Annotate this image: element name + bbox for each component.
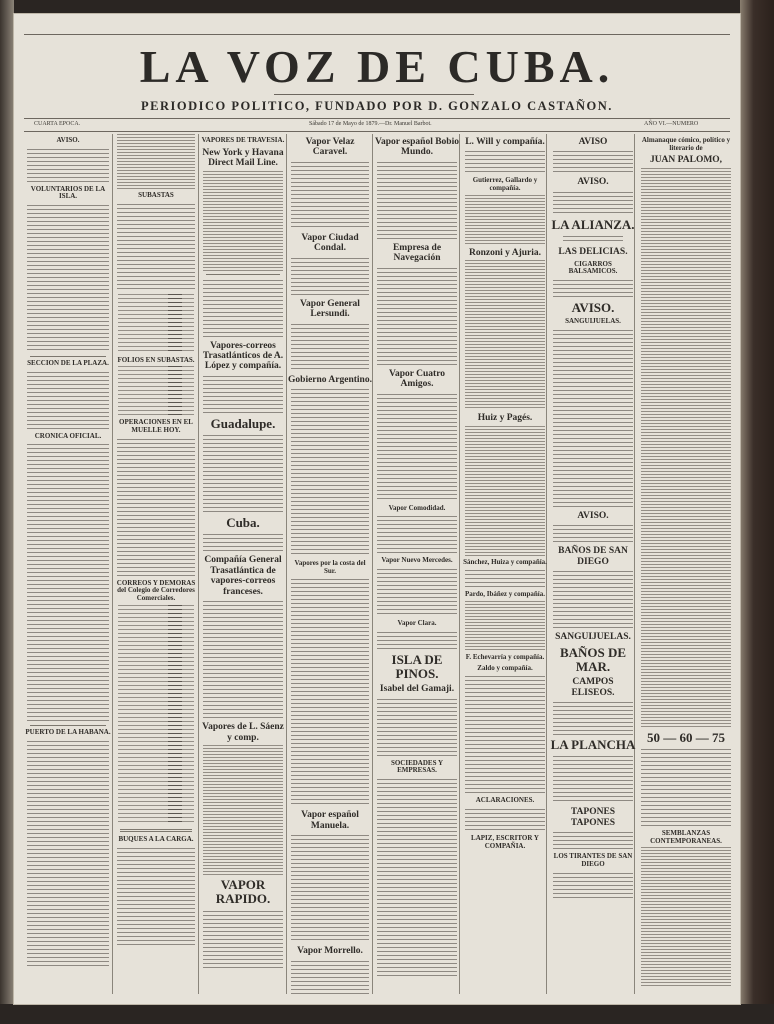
article-text: [465, 426, 545, 556]
column-heading: Ronzoni y Ajuria.: [468, 247, 542, 258]
masthead-divider: [274, 94, 474, 95]
column-heading: ISLA DE PINOS.: [391, 651, 443, 681]
book-binding-left: [0, 0, 14, 1024]
column-heading: CAMPOS ELISEOS.: [571, 677, 615, 698]
column-heading: CRONICA OFICIAL.: [34, 431, 102, 440]
article-text: [117, 437, 195, 577]
article-text: [377, 266, 457, 366]
column-4: [288, 134, 372, 994]
column-heading: Vapor español Manuela.: [301, 810, 359, 831]
column-heading: Vapores de L. Sáenz y comp.: [202, 722, 284, 743]
article-text: [203, 659, 283, 719]
masthead-top-rule: [24, 34, 730, 35]
column-heading: Pardo, Ibáñez y compañía.: [465, 590, 545, 599]
column-heading: L. Will y compañía.: [465, 137, 545, 147]
column-heading: LA PLANCHA: [550, 737, 636, 753]
article-text: [465, 674, 545, 794]
column-heading: SEMBLANZAS CONTEMPORANEAS.: [650, 829, 722, 845]
article-text: [203, 171, 283, 271]
article-text: [465, 807, 545, 832]
column-heading: LAS DELICIAS.: [558, 247, 628, 258]
section-rule: [30, 356, 106, 357]
column-heading: CIGARROS BALSAMICOS.: [568, 259, 618, 276]
column-heading: LOS TIRANTES DE SAN DIEGO: [553, 852, 633, 869]
article-text: [377, 567, 457, 617]
article-text: [117, 134, 195, 189]
column-heading: Vapor Cuatro Amigos.: [388, 368, 446, 390]
article-text: [27, 739, 109, 969]
column-heading: AVISO.: [577, 177, 609, 188]
column-heading: Vapor español Bobio Mundo.: [375, 137, 459, 158]
article-text: [117, 202, 195, 292]
column-heading: Vapor General Lersundi.: [300, 298, 360, 320]
article-text: [465, 601, 545, 651]
column-heading: Vapor Morrello.: [297, 946, 363, 957]
column-heading: AVISO: [578, 137, 608, 147]
column-heading: VAPORES DE TRAVESIA.: [201, 136, 285, 144]
article-text: [563, 234, 623, 244]
column-heading: Vapor Clara.: [397, 619, 437, 627]
column-heading: PUERTO DE LA HABANA.: [25, 728, 111, 737]
article-text: [641, 847, 731, 987]
column-heading: TAPONES TAPONES: [570, 807, 616, 828]
article-text: [465, 149, 545, 174]
article-text: [553, 830, 633, 850]
column-3: [200, 134, 286, 994]
column-heading: 50 — 60 — 75: [647, 729, 725, 745]
article-text: [553, 871, 633, 901]
column-heading: LA ALIANZA.: [551, 216, 635, 232]
column-heading: JUAN PALOMO,: [649, 155, 723, 166]
column-7: [550, 134, 636, 994]
column-heading: OPERACIONES EN EL MUELLE HOY.: [119, 418, 193, 435]
column-heading: AVISO.: [571, 299, 615, 315]
column-8: [638, 134, 734, 994]
article-text: [203, 278, 283, 338]
article-text: [377, 392, 457, 502]
column-heading: SOCIEDADES Y EMPRESAS.: [390, 758, 444, 775]
section-rule: [120, 829, 192, 832]
column-1: [24, 134, 112, 994]
article-text: [291, 160, 369, 230]
article-text: [27, 442, 109, 722]
article-text: [291, 833, 369, 943]
column-heading: Guadalupe.: [210, 415, 276, 431]
column-heading: BAÑOS DE MAR.: [559, 644, 627, 675]
columns: [24, 134, 734, 994]
column-heading: Gobierno Argentino.: [288, 374, 372, 385]
column-heading: Vapor Velaz Caravel.: [305, 137, 355, 158]
column-6: [462, 134, 548, 994]
column-heading: SUBASTAS: [138, 191, 174, 199]
article-text: [641, 747, 731, 827]
article-text: [377, 697, 457, 757]
section-rule: [30, 725, 106, 726]
column-heading: ACLARACIONES.: [475, 796, 535, 805]
column-heading: Sánchez, Huiza y compañía.: [463, 557, 547, 566]
column-heading: Almanaque cómico, político y literario de: [641, 136, 731, 152]
article-text: [291, 959, 369, 994]
column-heading: SECCION DE LA PLAZA.: [27, 359, 109, 368]
column-heading: Vapor Comodidad.: [388, 503, 446, 512]
masthead: [14, 14, 740, 114]
column-heading: CORREOS Y DEMORAS del Colegio de Corredores Comerciales.: [116, 578, 196, 603]
price-table: [118, 366, 194, 416]
article-text: [203, 374, 283, 414]
article-text: [117, 846, 195, 946]
column-heading: Vapores por la costa del Sur.: [294, 559, 366, 575]
article-text: [553, 149, 633, 174]
article-text: [465, 260, 545, 410]
article-text: [27, 370, 109, 430]
article-text: [203, 532, 283, 552]
article-text: [641, 168, 731, 728]
column-heading: AVISO.: [577, 510, 609, 521]
article-text: [203, 599, 283, 659]
page-bottom-shadow: [0, 1004, 774, 1024]
article-text: [553, 700, 633, 735]
column-heading: Isabel del Gamaji.: [379, 684, 455, 695]
article-text: [553, 328, 633, 508]
article-text: [377, 630, 457, 650]
article-text: [553, 278, 633, 298]
column-heading: Compañía General Trasatlántica de vapores-correos franceses.: [204, 555, 282, 597]
column-heading: Vapor Ciudad Condal.: [301, 232, 359, 254]
book-binding-right: [740, 0, 774, 1024]
article-text: [291, 387, 369, 557]
column-heading: FOLIOS EN SUBASTAS.: [117, 355, 195, 364]
price-table: [118, 294, 194, 354]
column-heading: VOLUNTARIOS DE LA ISLA.: [30, 184, 106, 201]
article-text: [553, 523, 633, 543]
column-5: [374, 134, 460, 994]
column-heading: Gutierrez, Gallardo y compañía.: [472, 176, 538, 193]
column-heading: Cuba.: [226, 515, 260, 531]
article-text: [291, 256, 369, 296]
column-heading: Vapor Nuevo Mercedes.: [381, 556, 453, 565]
section-rule: [206, 274, 280, 275]
column-heading: BAÑOS DE SAN DIEGO: [558, 546, 628, 567]
article-text: [377, 514, 457, 554]
article-text: [465, 195, 545, 245]
newspaper-subtitle: PERIODICO POLITICO, FUNDADO POR D. GONZALO CASTAÑON.: [141, 99, 613, 113]
column-2: [114, 134, 198, 994]
article-text: [377, 160, 457, 240]
article-text: [377, 777, 457, 977]
article-text: [465, 568, 545, 588]
dateline-year: AÑO VI.—NUMERO: [644, 121, 699, 127]
dateline-date: Sábado 17 de Mayo de 1879.—Dr. Manuel Barbot.: [309, 121, 432, 127]
article-text: [203, 745, 283, 875]
column-heading: Empresa de Navegación: [392, 242, 442, 264]
column-heading: F. Echevarría y compañía.: [465, 653, 545, 662]
column-heading: BUQUES A LA CARGA.: [118, 834, 194, 843]
article-text: [291, 577, 369, 807]
column-heading: Vapores-correos Trasatlánticos de A. López y compañía.: [202, 340, 284, 372]
article-text: [291, 322, 369, 372]
column-heading: SANGUIJUELAS.: [555, 632, 631, 643]
column-heading: SANGUIJUELAS.: [565, 317, 621, 326]
exchange-table: [118, 605, 194, 825]
column-heading: Zaldo y compañía.: [477, 663, 533, 672]
column-heading: Huiz y Pagés.: [477, 413, 533, 424]
column-heading: AVISO.: [56, 136, 80, 144]
article-text: [553, 190, 633, 215]
article-text: [203, 909, 283, 969]
column-heading: New York y Havana Direct Mail Line.: [202, 147, 284, 169]
newspaper-title: LA VOZ DE CUBA.: [139, 41, 615, 92]
column-heading: LAPIZ, ESCRITOR Y COMPAÑIA.: [471, 834, 539, 850]
dateline-epoch: CUARTA EPOCA.: [34, 121, 81, 127]
article-text: [27, 203, 109, 353]
newspaper-page: [14, 14, 740, 1004]
article-text: [553, 754, 633, 804]
dateline-bar: [24, 118, 730, 132]
article-text: [553, 569, 633, 629]
column-heading: VAPOR RAPIDO.: [215, 877, 271, 907]
article-text: [203, 433, 283, 513]
article-text: [27, 147, 109, 183]
